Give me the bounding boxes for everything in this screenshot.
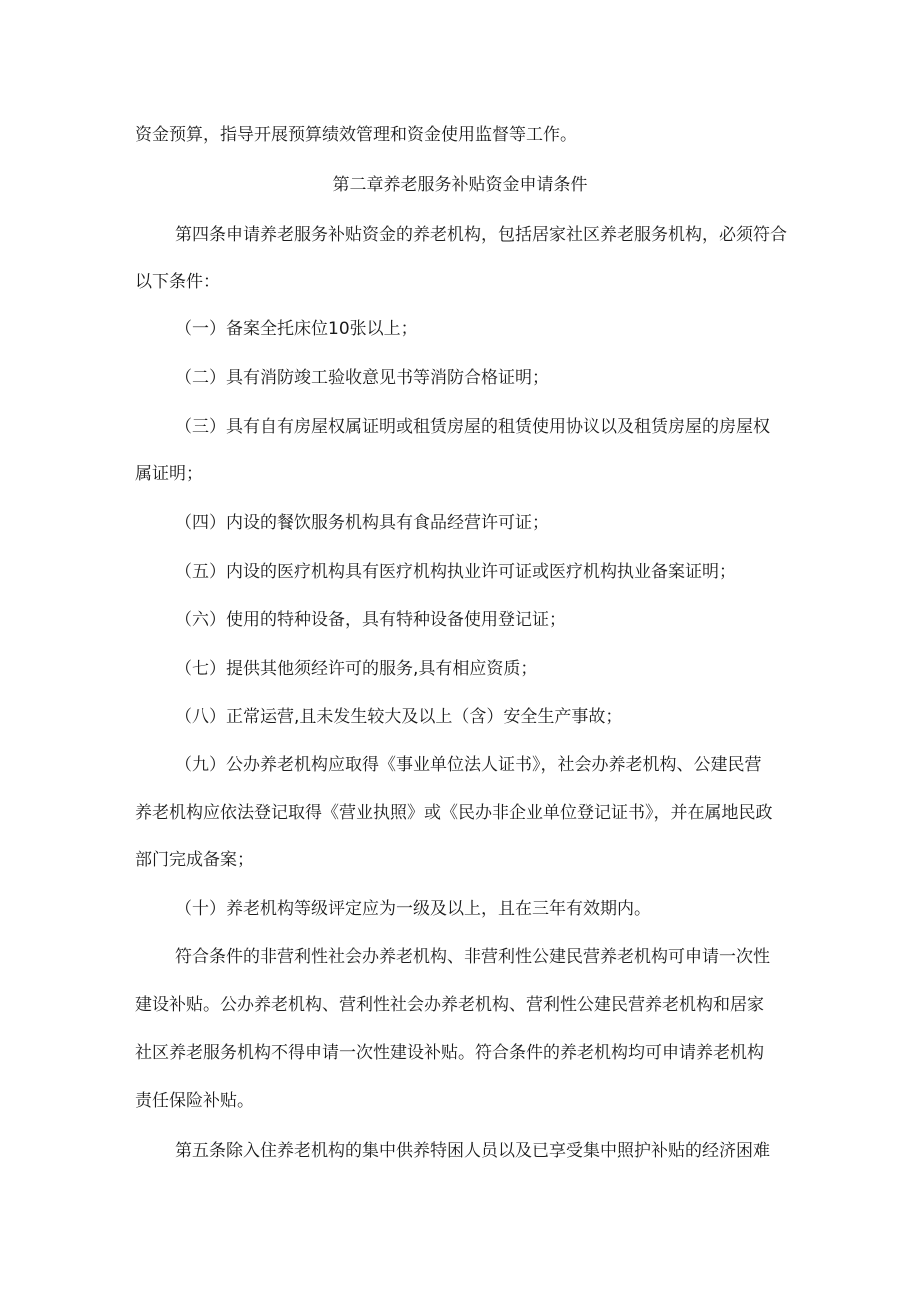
- condition-item-9-line-3: 部门完成备案；: [135, 850, 254, 870]
- condition-item-3-line-1: （三）具有自有房屋权属证明或租赁房屋的租赁使用协议以及租赁房屋的房屋权: [175, 417, 770, 437]
- condition-item-6: （六）使用的特种设备，具有特种设备使用登记证；: [175, 610, 566, 630]
- condition-item-5: （五）内设的医疗机构具有医疗机构执业许可证或医疗机构执业备案证明；: [175, 562, 736, 582]
- condition-item-1: （一）备案全托床位10张以上；: [175, 319, 418, 339]
- article-5-line-1: 第五条除入住养老机构的集中供养特困人员以及已享受集中照护补贴的经济困难: [175, 1141, 770, 1161]
- article-4-line-2: 以下条件：: [135, 272, 220, 292]
- eligibility-paragraph-line-4: 责任保险补贴。: [135, 1091, 254, 1111]
- condition-item-8: （八）正常运营,且未发生较大及以上（含）安全生产事故；: [175, 707, 623, 727]
- condition-item-9-line-1: （九）公办养老机构应取得《事业单位法人证书》，社会办养老机构、公建民营: [175, 755, 762, 775]
- paragraph-line: 资金预算，指导开展预算绩效管理和资金使用监督等工作。: [135, 125, 577, 145]
- condition-item-10: （十）养老机构等级评定应为一级及以上，且在三年有效期内。: [175, 899, 651, 919]
- condition-item-2: （二）具有消防竣工验收意见书等消防合格证明；: [175, 368, 549, 388]
- eligibility-paragraph-line-1: 符合条件的非营利性社会办养老机构、非营利性公建民营养老机构可申请一次性: [175, 947, 770, 967]
- condition-item-3-line-2: 属证明；: [135, 464, 203, 484]
- condition-item-9-line-2: 养老机构应依法登记取得《营业执照》或《民办非企业单位登记证书》，并在属地民政: [135, 803, 773, 823]
- chapter-heading: 第二章养老服务补贴资金申请条件: [332, 175, 588, 195]
- eligibility-paragraph-line-2: 建设补贴。公办养老机构、营利性社会办养老机构、营利性公建民营养老机构和居家: [135, 995, 764, 1015]
- condition-item-4: （四）内设的餐饮服务机构具有食品经营许可证；: [175, 513, 549, 533]
- eligibility-paragraph-line-3: 社区养老服务机构不得申请一次性建设补贴。符合条件的养老机构均可申请养老机构: [135, 1043, 764, 1063]
- article-4-line-1: 第四条申请养老服务补贴资金的养老机构，包括居家社区养老服务机构，必须符合: [175, 225, 787, 245]
- condition-item-7: （七）提供其他须经许可的服务,具有相应资质；: [175, 659, 538, 679]
